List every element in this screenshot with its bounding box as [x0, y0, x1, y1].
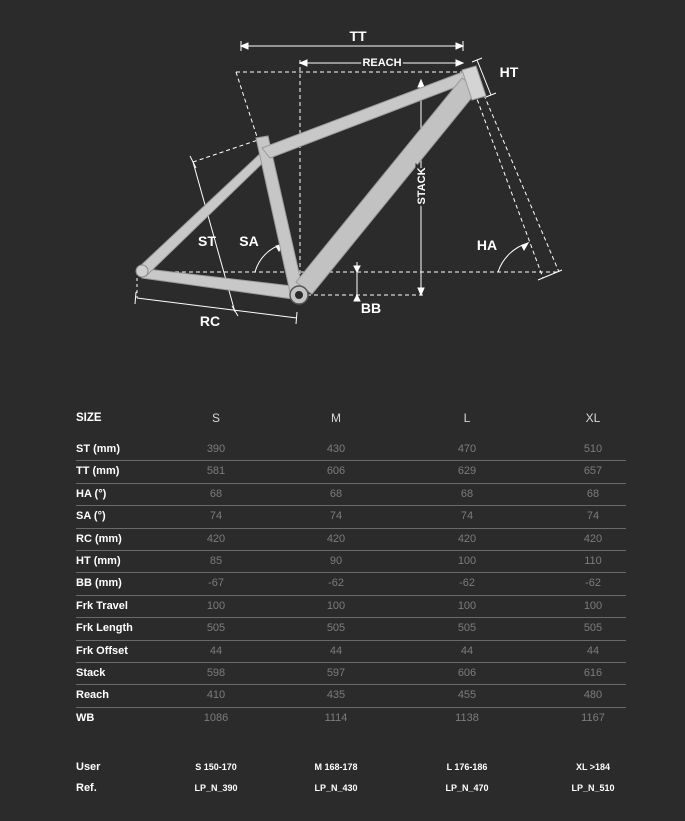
table-cell: 1114	[324, 711, 348, 724]
table-cell: 68	[460, 487, 474, 500]
table-cell: 74	[329, 510, 343, 523]
stack-label: STACK	[416, 167, 428, 205]
table-cell: 505	[457, 622, 477, 635]
table-cell: -62	[328, 577, 344, 590]
st-label: ST	[198, 233, 216, 249]
frame-geometry-diagram	[0, 0, 685, 345]
row-label: HA (°)	[76, 487, 107, 500]
table-cell: 480	[583, 689, 603, 702]
table-cell: 74	[460, 510, 474, 523]
user-range: S 150-170	[195, 762, 237, 772]
table-row	[76, 439, 626, 461]
table-cell: 100	[457, 599, 477, 612]
table-cell: 90	[329, 554, 343, 567]
table-row	[76, 641, 626, 663]
table-cell: -67	[208, 577, 224, 590]
table-cell: 420	[457, 532, 477, 545]
table-cell: 420	[583, 532, 603, 545]
table-cell: -62	[585, 577, 601, 590]
size-column-header: M	[331, 411, 341, 425]
table-cell: -62	[459, 577, 475, 590]
user-range: L 176-186	[446, 762, 488, 772]
table-cell: 420	[206, 532, 226, 545]
table-cell: 110	[584, 554, 602, 567]
row-label: Stack	[76, 666, 106, 679]
table-cell: 100	[206, 599, 226, 612]
table-cell: 606	[326, 465, 346, 478]
table-header-row	[76, 408, 626, 430]
table-row	[76, 663, 626, 685]
table-cell: 1138	[455, 711, 479, 724]
ref-code: LP_N_510	[571, 783, 615, 793]
table-cell: 410	[206, 689, 226, 702]
table-cell: 44	[586, 644, 600, 657]
size-header: SIZE	[76, 412, 102, 424]
rc-label: RC	[199, 313, 221, 329]
table-cell: 1086	[203, 711, 229, 724]
sa-label: SA	[239, 233, 259, 249]
table-cell: 68	[329, 487, 343, 500]
row-label: WB	[76, 711, 95, 724]
table-cell: 1167	[581, 711, 605, 724]
table-cell: 598	[206, 666, 226, 679]
reach-label: REACH	[362, 57, 402, 69]
table-cell: 657	[583, 465, 603, 478]
ref-label: Ref.	[76, 782, 97, 794]
ht-label: HT	[499, 64, 519, 80]
ref-code: LP_N_430	[314, 783, 358, 793]
table-cell: 505	[583, 622, 603, 635]
table-cell: 74	[586, 510, 600, 523]
table-cell: 68	[586, 487, 600, 500]
tt-label: TT	[349, 28, 367, 44]
user-row	[76, 757, 626, 778]
user-range: XL >184	[575, 762, 611, 772]
table-row	[76, 596, 626, 618]
table-cell: 390	[206, 443, 226, 455]
row-label: TT (mm)	[76, 465, 120, 478]
bike-frame	[136, 66, 486, 304]
ref-code: LP_N_470	[445, 783, 489, 793]
row-label: BB (mm)	[76, 577, 122, 590]
row-label: RC (mm)	[76, 532, 122, 545]
table-cell: 616	[583, 666, 603, 679]
table-cell: 510	[583, 443, 603, 455]
table-cell: 606	[457, 666, 477, 679]
table-row	[76, 708, 626, 729]
size-column-header: XL	[585, 411, 601, 425]
geometry-table	[76, 408, 626, 729]
user-range: M 168-178	[314, 762, 358, 772]
table-row	[76, 484, 626, 506]
table-cell: 44	[209, 644, 223, 657]
ref-code: LP_N_390	[194, 783, 238, 793]
row-label: Frk Length	[76, 622, 133, 635]
user-label: User	[76, 761, 101, 773]
row-label: Frk Offset	[76, 644, 128, 657]
table-cell: 629	[457, 465, 477, 478]
table-cell: 455	[457, 689, 477, 702]
table-row	[76, 461, 626, 483]
table-cell: 100	[326, 599, 346, 612]
table-cell: 44	[460, 644, 474, 657]
table-cell: 100	[583, 599, 603, 612]
table-row	[76, 551, 626, 573]
table-row	[76, 618, 626, 640]
bb-label: BB	[360, 300, 382, 316]
table-cell: 505	[206, 622, 226, 635]
table-cell: 68	[209, 487, 223, 500]
rider-size-footer	[76, 757, 626, 799]
table-cell: 581	[206, 465, 226, 478]
ha-label: HA	[476, 237, 498, 253]
table-cell: 85	[209, 554, 223, 567]
table-cell: 430	[326, 443, 346, 455]
size-column-header: L	[463, 411, 471, 425]
table-cell: 505	[326, 622, 346, 635]
table-cell: 470	[457, 443, 477, 455]
table-row	[76, 529, 626, 551]
row-label: HT (mm)	[76, 554, 121, 567]
table-cell: 597	[326, 666, 346, 679]
row-label: SA (°)	[76, 510, 106, 523]
row-label: Reach	[76, 689, 110, 702]
table-cell: 420	[326, 532, 346, 545]
table-cell: 44	[329, 644, 343, 657]
row-label: ST (mm)	[76, 443, 120, 455]
table-cell: 100	[457, 554, 477, 567]
table-row	[76, 506, 626, 528]
table-row	[76, 573, 626, 595]
ref-row	[76, 778, 626, 799]
table-row	[76, 685, 626, 707]
row-label: Frk Travel	[76, 599, 128, 612]
size-column-header: S	[211, 411, 220, 425]
table-cell: 74	[209, 510, 223, 523]
table-cell: 435	[326, 689, 346, 702]
